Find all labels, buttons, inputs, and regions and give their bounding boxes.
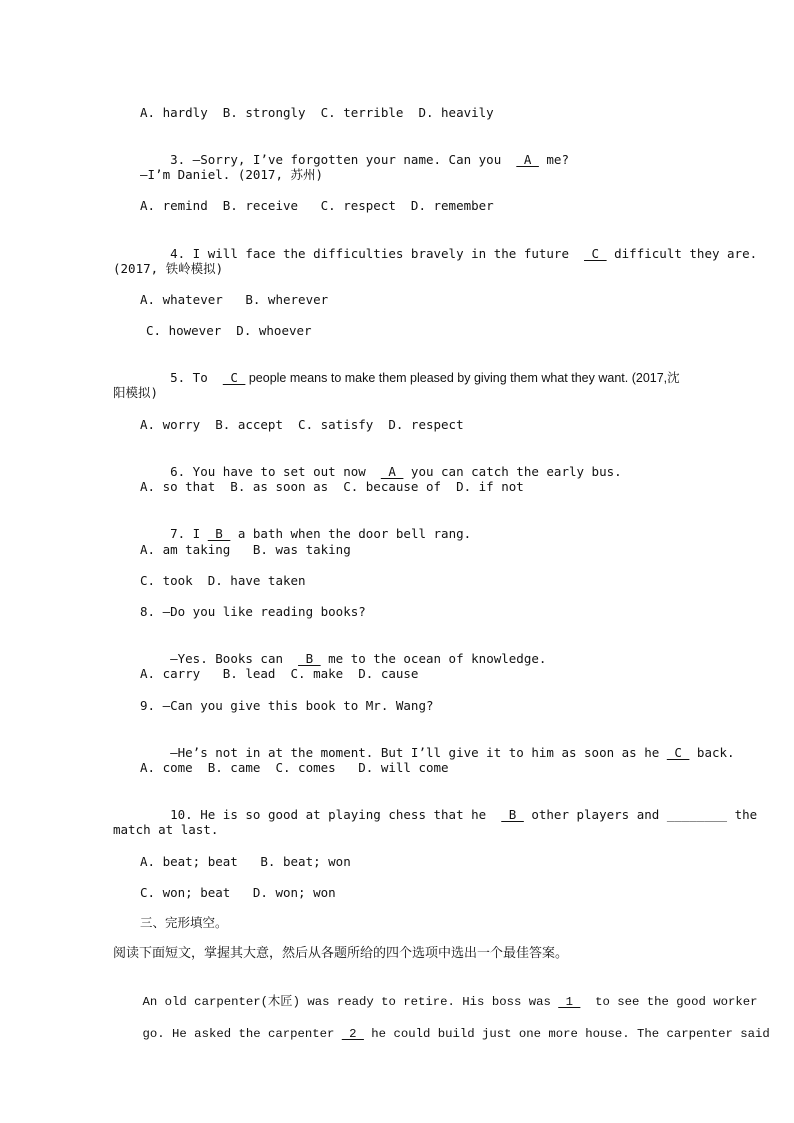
question-3-options: A. remind B. receive C. respect D. remember [140, 198, 494, 213]
answer-blank: B [298, 651, 321, 666]
question-4-source: (2017, 铁岭模拟) [113, 261, 224, 276]
question-8-line-1: 8. —Do you like reading books? [140, 604, 366, 619]
question-6-line-1: 6. You have to set out now A you can catch the early bus. [170, 464, 622, 479]
section-3-instruction: 阅读下面短文，掌握其大意，然后从各题所给的四个选项中选出一个最佳答案。 [113, 946, 569, 961]
question-10-line-1: 10. He is so good at playing chess that he B other players and ________ the [170, 807, 758, 822]
question-4-options-2: C. however D. whoever [146, 323, 312, 338]
answer-blank: A [380, 464, 404, 479]
question-6-options: A. so that B. as soon as C. because of D. if not [140, 479, 524, 494]
answer-blank: 2 [341, 1027, 364, 1041]
question-10-options-1: A. beat; beat B. beat; won [140, 854, 351, 869]
question-10-options-2: C. won; beat D. won; won [140, 885, 336, 900]
answer-blank: B [501, 807, 524, 822]
question-4-options-1: A. whatever B. wherever [140, 292, 329, 307]
answer-blank: C [222, 370, 246, 385]
answer-blank: B [207, 526, 231, 541]
answer-blank: C [666, 745, 690, 760]
question-9-line-2: —He’s not in at the moment. But I’ll give it to him as soon as he C back. [170, 745, 735, 760]
question-9-options: A. come B. came C. comes D. will come [140, 760, 449, 775]
passage-line-2: go. He asked the carpenter 2 he could build just one more house. The carpenter said [142, 1027, 770, 1041]
question-5-line-1: 5. To C people means to make them pleased by giving them what they want. (2017,沈 [170, 370, 680, 385]
question-7-line-1: 7. I B a bath when the door bell rang. [170, 526, 472, 541]
question-5-source: 阳模拟) [113, 385, 159, 400]
question-3-line-1: 3. —Sorry, I’ve forgotten your name. Can you A me? [170, 152, 569, 167]
question-10-line-2: match at last. [113, 822, 219, 837]
question-2-options: A. hardly B. strongly C. terrible D. heavily [140, 105, 494, 120]
question-8-options: A. carry B. lead C. make D. cause [140, 666, 419, 681]
answer-blank: A [516, 152, 539, 167]
answer-blank: 1 [558, 995, 581, 1009]
empty-blank: ________ [666, 807, 728, 822]
question-8-line-2: —Yes. Books can B me to the ocean of knowledge. [170, 651, 547, 666]
passage-line-1: An old carpenter(木匠) was ready to retire. His boss was 1 to see the good worker [142, 995, 758, 1009]
question-9-line-1: 9. —Can you give this book to Mr. Wang? [140, 698, 434, 713]
question-5-options: A. worry B. accept C. satisfy D. respect [140, 417, 464, 432]
question-3-line-2: —I’m Daniel. (2017, 苏州) [140, 167, 324, 182]
question-7-options-1: A. am taking B. was taking [140, 542, 351, 557]
question-4-line-1: 4. I will face the difficulties bravely in the future C difficult they are. [170, 246, 758, 261]
question-7-options-2: C. took D. have taken [140, 573, 306, 588]
section-3-title: 三、完形填空。 [140, 915, 228, 930]
answer-blank: C [584, 246, 607, 261]
